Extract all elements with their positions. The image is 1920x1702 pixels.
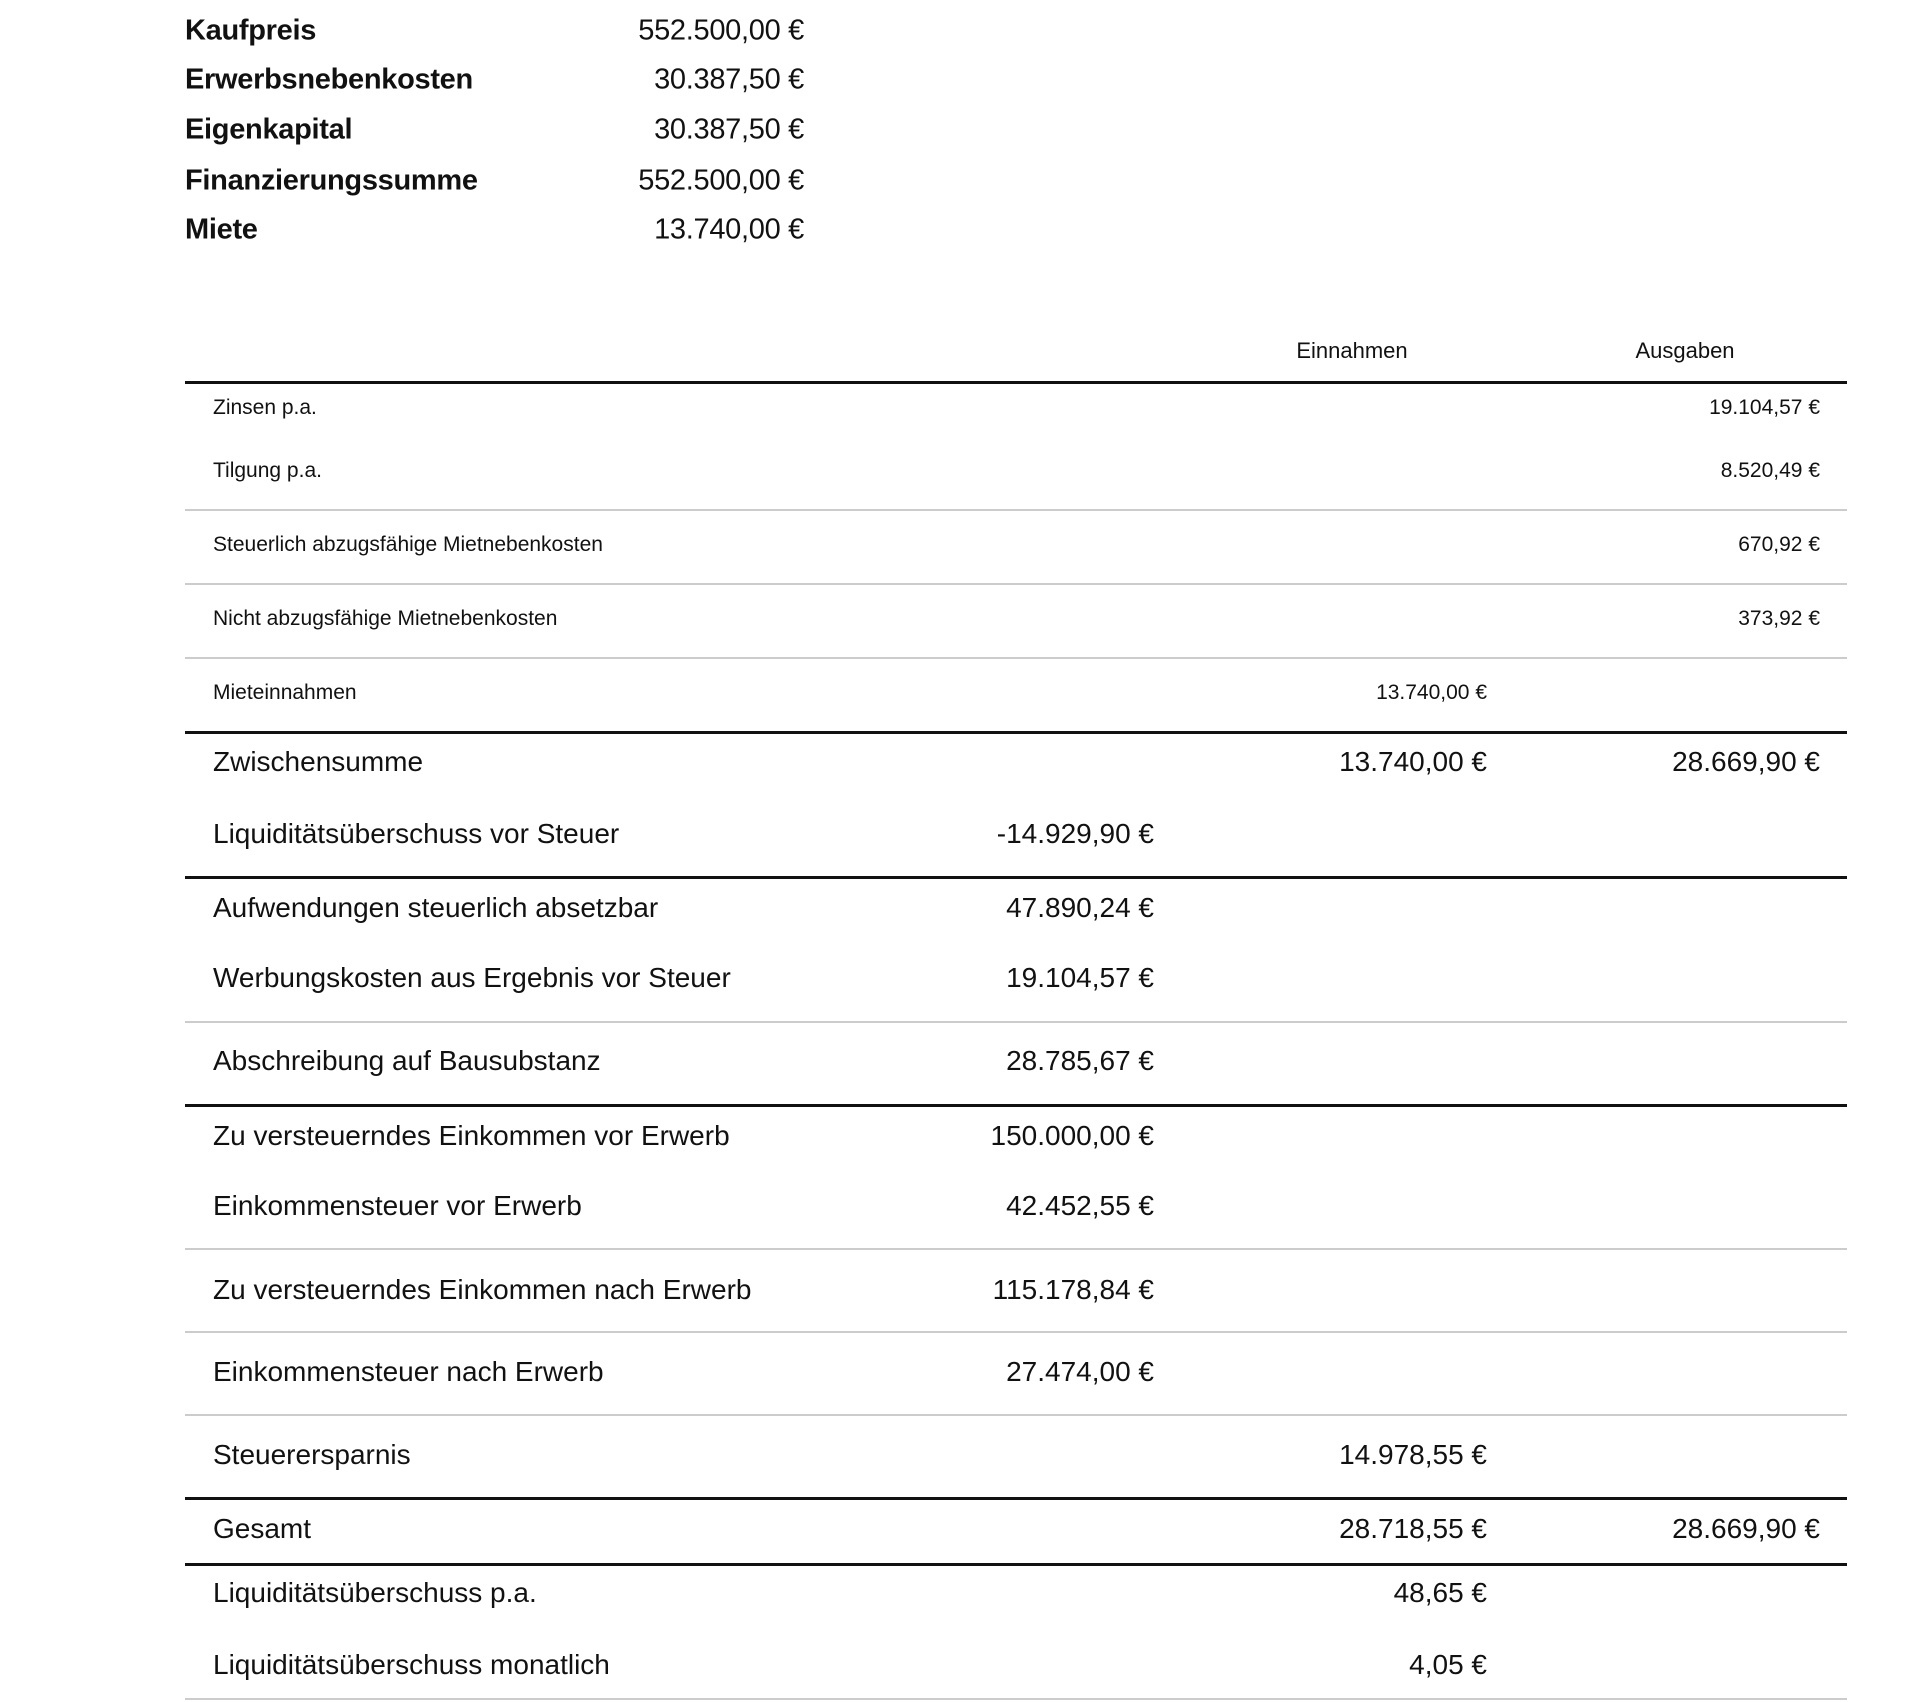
row-label: Werbungskosten aus Ergebnis vor Steuer xyxy=(213,962,731,993)
divider xyxy=(185,1021,1847,1023)
row-value: 42.452,55 € xyxy=(1006,1190,1154,1221)
row-value: 28.785,67 € xyxy=(1006,1045,1154,1076)
row-value: 47.890,24 € xyxy=(1006,892,1154,923)
divider xyxy=(185,1414,1847,1416)
divider xyxy=(185,509,1847,511)
row-expenses: 19.104,57 € xyxy=(1709,396,1820,419)
summary-value: 30.387,50 € xyxy=(654,113,804,146)
row-value: 19.104,57 € xyxy=(1006,962,1154,993)
divider xyxy=(185,381,1847,384)
row-label: Liquiditätsüberschuss vor Steuer xyxy=(213,818,620,849)
row-label: Liquiditätsüberschuss monatlich xyxy=(213,1649,610,1680)
row-label: Gesamt xyxy=(213,1513,312,1544)
row-label: Einkommensteuer vor Erwerb xyxy=(213,1190,582,1221)
summary-value: 552.500,00 € xyxy=(638,164,804,197)
row-label: Zwischensumme xyxy=(213,746,424,777)
row-label: Zu versteuerndes Einkommen vor Erwerb xyxy=(213,1120,730,1151)
row-income: 13.740,00 € xyxy=(1339,746,1487,777)
row-expenses: 373,92 € xyxy=(1738,607,1820,630)
row-label: Nicht abzugsfähige Mietnebenkosten xyxy=(213,607,558,630)
row-label: Abschreibung auf Bausubstanz xyxy=(213,1045,601,1076)
summary-label: Kaufpreis xyxy=(185,14,317,47)
divider xyxy=(185,731,1847,734)
row-income: 13.740,00 € xyxy=(1376,681,1487,704)
row-label: Einkommensteuer nach Erwerb xyxy=(213,1356,604,1387)
row-value: 150.000,00 € xyxy=(990,1120,1154,1151)
row-expenses: 28.669,90 € xyxy=(1672,746,1820,777)
row-income: 48,65 € xyxy=(1393,1577,1487,1608)
row-label: Tilgung p.a. xyxy=(213,459,322,482)
row-income: 14.978,55 € xyxy=(1339,1439,1487,1470)
row-label: Aufwendungen steuerlich absetzbar xyxy=(213,892,659,923)
row-label: Steuerersparnis xyxy=(213,1439,411,1470)
row-value: -14.929,90 € xyxy=(996,818,1154,849)
row-value: 27.474,00 € xyxy=(1006,1356,1154,1387)
divider xyxy=(185,1104,1847,1107)
divider xyxy=(185,1698,1847,1700)
summary-label: Finanzierungssumme xyxy=(185,164,478,197)
row-expenses: 670,92 € xyxy=(1738,533,1820,556)
summary-value: 30.387,50 € xyxy=(654,63,804,96)
summary-label: Miete xyxy=(185,213,258,246)
row-income: 4,05 € xyxy=(1409,1649,1487,1680)
row-label: Mieteinnahmen xyxy=(213,681,357,704)
divider xyxy=(185,1248,1847,1250)
divider xyxy=(185,1331,1847,1333)
summary-label: Erwerbsnebenkosten xyxy=(185,63,473,96)
summary-label: Eigenkapital xyxy=(185,113,353,146)
divider xyxy=(185,1563,1847,1566)
header-einnahmen: Einnahmen xyxy=(1296,338,1408,363)
header-ausgaben: Ausgaben xyxy=(1635,338,1735,363)
row-label: Steuerlich abzugsfähige Mietnebenkosten xyxy=(213,533,603,556)
divider xyxy=(185,583,1847,585)
row-value: 115.178,84 € xyxy=(992,1274,1154,1305)
row-income: 28.718,55 € xyxy=(1339,1513,1487,1544)
row-label: Liquiditätsüberschuss p.a. xyxy=(213,1577,537,1608)
divider xyxy=(185,657,1847,659)
divider xyxy=(185,876,1847,879)
row-expenses: 8.520,49 € xyxy=(1720,459,1820,482)
row-expenses: 28.669,90 € xyxy=(1672,1513,1820,1544)
row-label: Zu versteuerndes Einkommen nach Erwerb xyxy=(213,1274,752,1305)
summary-value: 552.500,00 € xyxy=(638,14,804,47)
summary-value: 13.740,00 € xyxy=(654,213,804,246)
row-label: Zinsen p.a. xyxy=(213,396,317,419)
divider xyxy=(185,1497,1847,1500)
